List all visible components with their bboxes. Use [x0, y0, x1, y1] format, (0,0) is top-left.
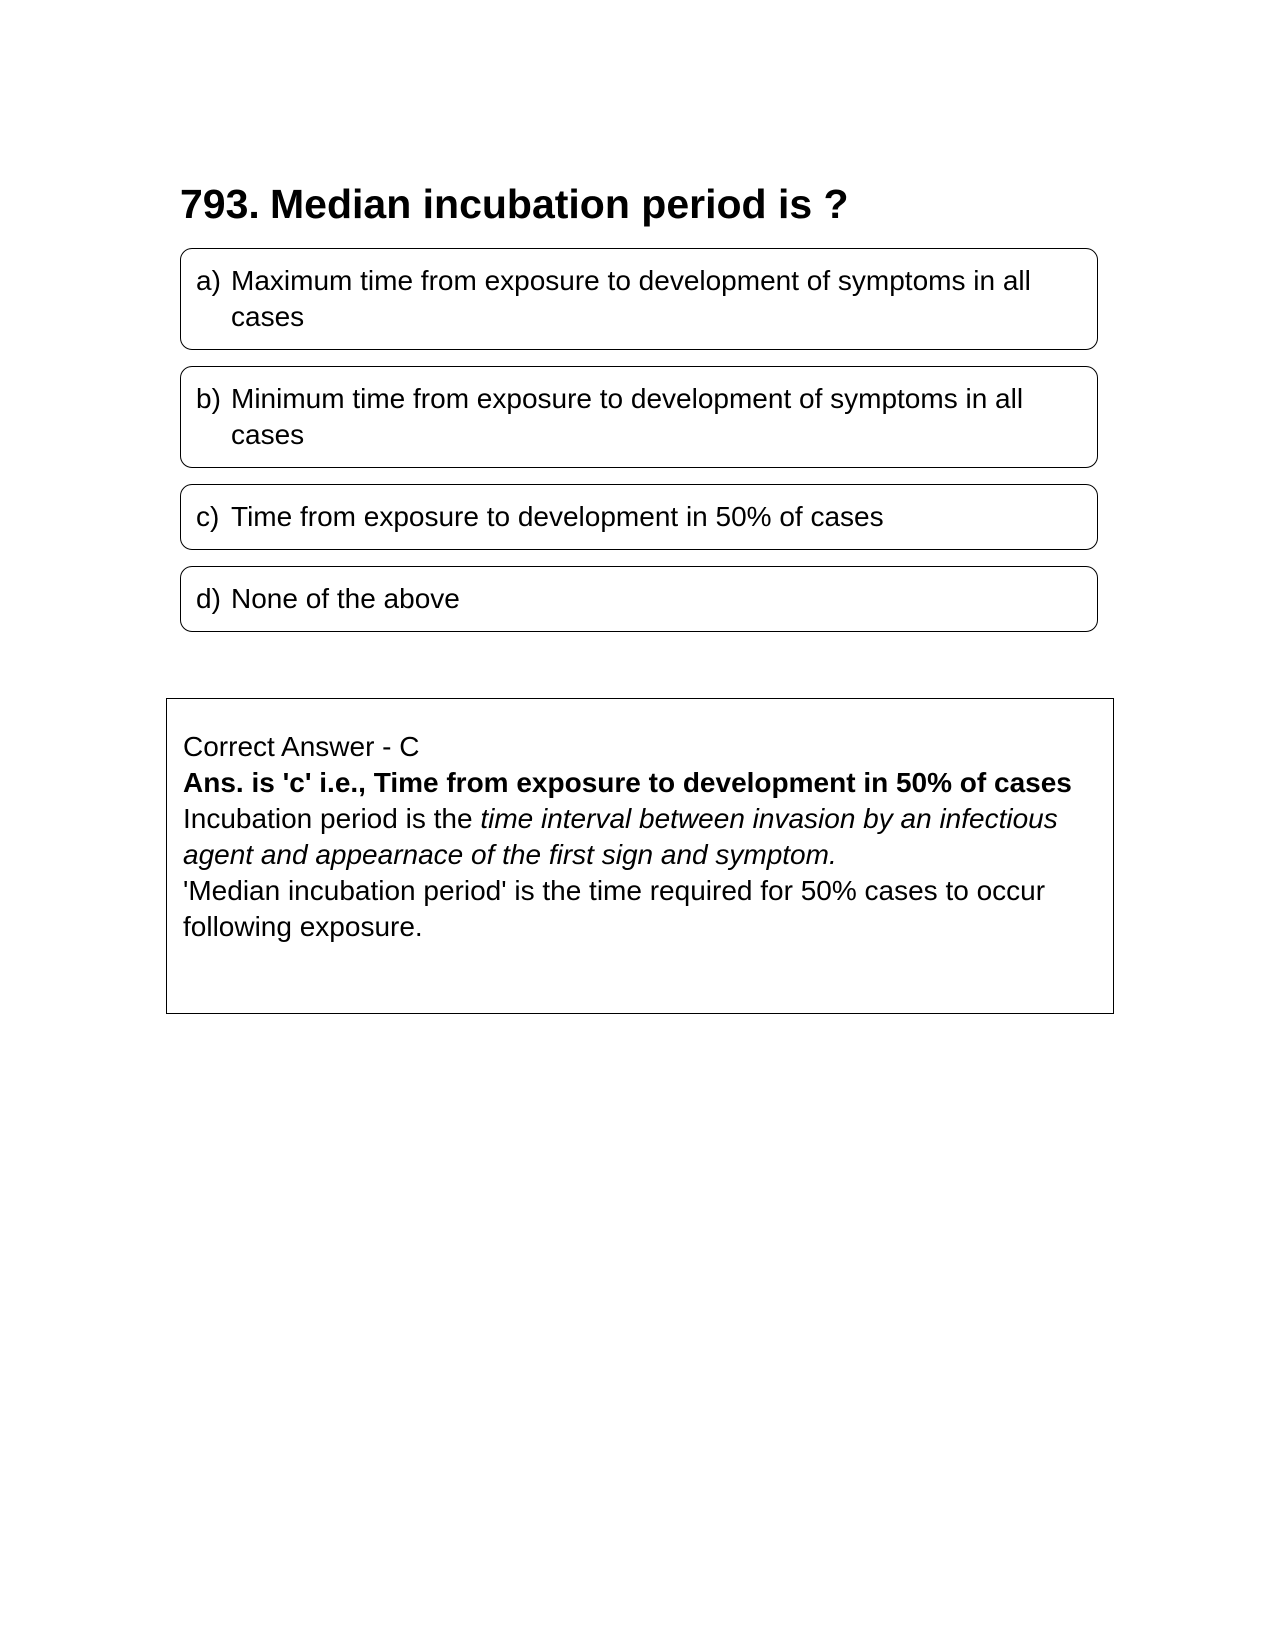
answer-bold-line: Ans. is 'c' i.e., Time from exposure to development in 50% of cases: [183, 767, 1072, 798]
option-d[interactable]: [180, 566, 1098, 632]
explanation-second: 'Median incubation period' is the time required for 50% cases to occur following exposure.: [183, 875, 1046, 942]
option-text: Maximum time from exposure to development of symptoms in all cases: [231, 265, 1031, 332]
option-letter: d): [196, 583, 221, 614]
option-letter: b): [196, 383, 221, 414]
explanation-prefix: Incubation period is the: [183, 803, 481, 834]
option-c[interactable]: [180, 484, 1098, 550]
option-a[interactable]: [180, 248, 1098, 350]
correct-answer-line: Correct Answer - C: [183, 731, 420, 762]
option-text: None of the above: [231, 583, 460, 614]
explanation-paragraph: [183, 801, 1098, 873]
option-letter: a): [196, 265, 221, 296]
question-number: 793.: [180, 181, 260, 227]
explanation-italic: time interval between invasion by an infectious agent and appearnace of the first sign and symptom.: [183, 803, 1058, 870]
answer-box: [166, 698, 1114, 1014]
question-text: Median incubation period is ?: [270, 181, 849, 227]
option-letter: c): [196, 501, 220, 532]
question-block: [180, 178, 1100, 648]
option-b[interactable]: [180, 366, 1098, 468]
option-text: Minimum time from exposure to development of symptoms in all cases: [231, 383, 1024, 450]
question-title: [180, 178, 1100, 230]
option-text: Time from exposure to development in 50% of cases: [231, 501, 884, 532]
